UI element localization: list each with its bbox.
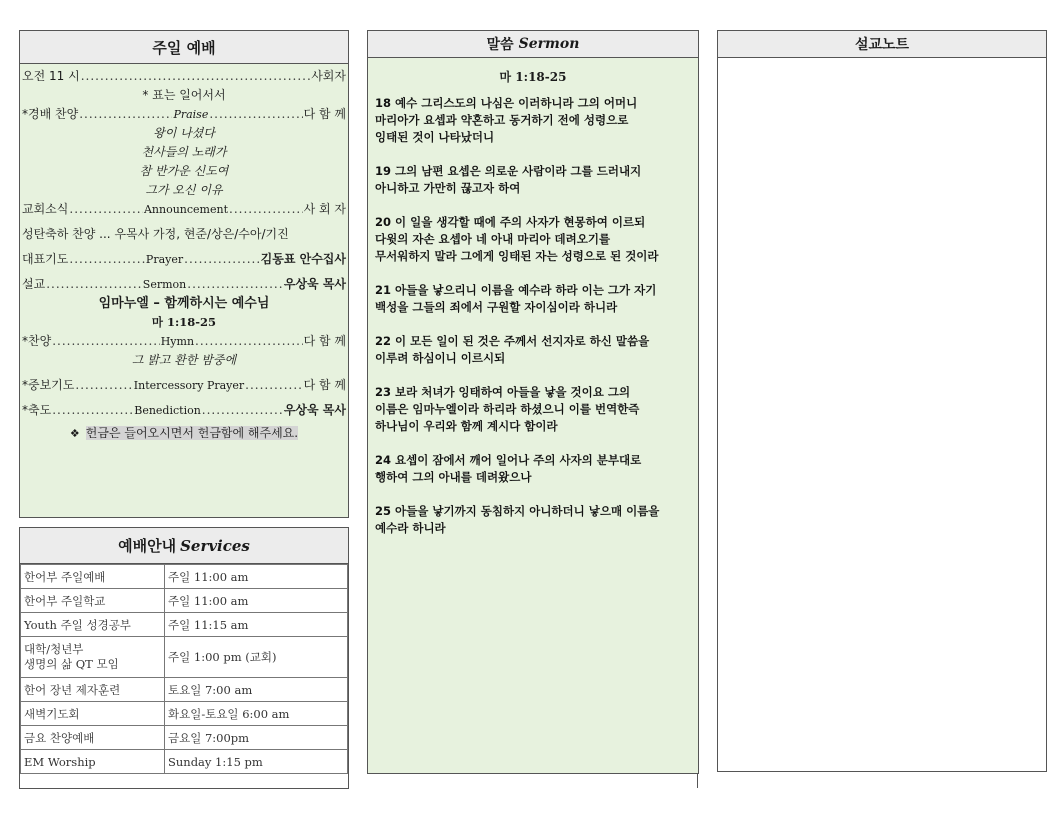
song-title: 천사들의 노래가: [141, 145, 227, 159]
verse-19: 19 그의 남편 요셉은 의로운 사람이라 그를 드러내지 아니하고 가만히 끊고자 하여: [375, 164, 642, 195]
song-title: 참 반가운 신도여: [139, 164, 229, 178]
scripture-reference: 마 1:18-25: [499, 70, 567, 84]
song-title: 왕이 나셨다: [153, 126, 215, 140]
order-value: 사회자: [311, 69, 346, 83]
services-title: 예배안내 Services: [20, 528, 348, 564]
table-row: 금요 찬양예배 금요일 7:00pm: [21, 726, 348, 750]
verse-20: 20 이 일을 생각할 때에 주의 사자가 현몽하여 이르되 다윗의 자손 요셉아 네 아내 마리아 데려오기를 무서워하지 말라 그에게 잉태된 자는 성령으로 된 것이라: [375, 215, 659, 263]
table-row: 대학/청년부 생명의 삶 QT 모임 주일 1:00 pm (교회): [21, 637, 348, 678]
order-row-intercessory: *중보기도 ..... Intercessory Prayer ..... 다 함 께: [20, 376, 348, 395]
table-row: EM Worship Sunday 1:15 pm: [21, 750, 348, 774]
worship-order-panel: [19, 30, 349, 518]
diamond-bullet-icon: ❖: [69, 427, 80, 440]
table-row: 한어 장년 제자훈련 토요일 7:00 am: [21, 678, 348, 702]
table-row: 새벽기도회 화요일-토요일 6:00 am: [21, 702, 348, 726]
order-row-hymn: *찬양 ..... Hymn ..... 다 함 께: [20, 332, 348, 351]
divider: [697, 774, 698, 788]
sermon-panel: [367, 30, 699, 774]
table-row: Youth 주일 성경공부 주일 11:15 am: [21, 613, 348, 637]
services-panel: [19, 527, 349, 789]
order-row-time: [20, 67, 348, 86]
verse-22: 22 이 모든 일이 된 것은 주께서 선지자로 하신 말씀을 이루려 하심이니 이르시되: [375, 334, 650, 365]
order-row-benediction: *축도 ..... Benediction ..... 우상욱 목사: [20, 401, 348, 420]
sermon-title: 임마누엘 – 함께하시는 예수님: [98, 296, 270, 311]
order-row-sermon: 설교 ..... Sermon ..... 우상욱 목사: [20, 275, 348, 294]
song-title: 그가 오신 이유: [145, 183, 223, 197]
hymn-title: 그 밝고 환한 밤중에: [131, 353, 237, 367]
verse-24: 24 요셉이 잠에서 깨어 일어나 주의 사자의 분부대로 행하여 그의 아내를 데려왔으나: [375, 453, 642, 484]
order-label: 오전 11 시: [22, 69, 80, 83]
verse-23: 23 보라 처녀가 잉태하여 아들을 낳을 것이요 그의 이름은 임마누엘이라 하리라 하셨으니 이를 번역한즉 하나님이 우리와 함께 계시다 함이라: [375, 385, 640, 433]
notes-title: 설교노트: [718, 31, 1046, 58]
services-table: [20, 564, 348, 774]
sermon-reference: 마 1:18-25: [151, 315, 217, 329]
order-row-announcement: 교회소식 ..... Announcement ..... 사 회 자: [20, 200, 348, 219]
order-row-prayer: 대표기도 ..... Prayer ..... 김동표 안수집사: [20, 250, 348, 269]
sermon-notes-panel[interactable]: [717, 30, 1047, 772]
sermon-panel-title: 말씀 Sermon: [368, 31, 698, 58]
verse-18: 18 예수 그리스도의 나심은 이러하니라 그의 어머니 마리아가 요셉과 약혼하고 동거하기 전에 성령으로 잉태된 것이 나타났더니: [375, 96, 638, 144]
verse-25: 25 아들을 낳기까지 동침하지 아니하더니 낳으매 이름을 예수라 하니라: [375, 504, 660, 535]
verse-21: 21 아들을 낳으리니 이름을 예수라 하라 이는 그가 자기 백성을 그들의 죄에서 구원할 자이심이라 하니라: [375, 283, 657, 314]
order-row-christmas-song: 성탄축하 찬양 ... 우목사 가정, 현준/상은/수아/기진: [22, 227, 289, 241]
order-row-praise: *경배 찬양 ..... Praise ..... 다 함 께: [20, 105, 348, 124]
offering-note: ❖ 헌금은 들어오시면서 헌금함에 해주세요.: [69, 426, 299, 440]
standing-note: * 표는 일어서서: [142, 88, 226, 102]
table-row: 한어부 주일학교 주일 11:00 am: [21, 589, 348, 613]
table-row: 한어부 주일예배 주일 11:00 am: [21, 565, 348, 589]
worship-title: 주일 예배: [20, 31, 348, 64]
